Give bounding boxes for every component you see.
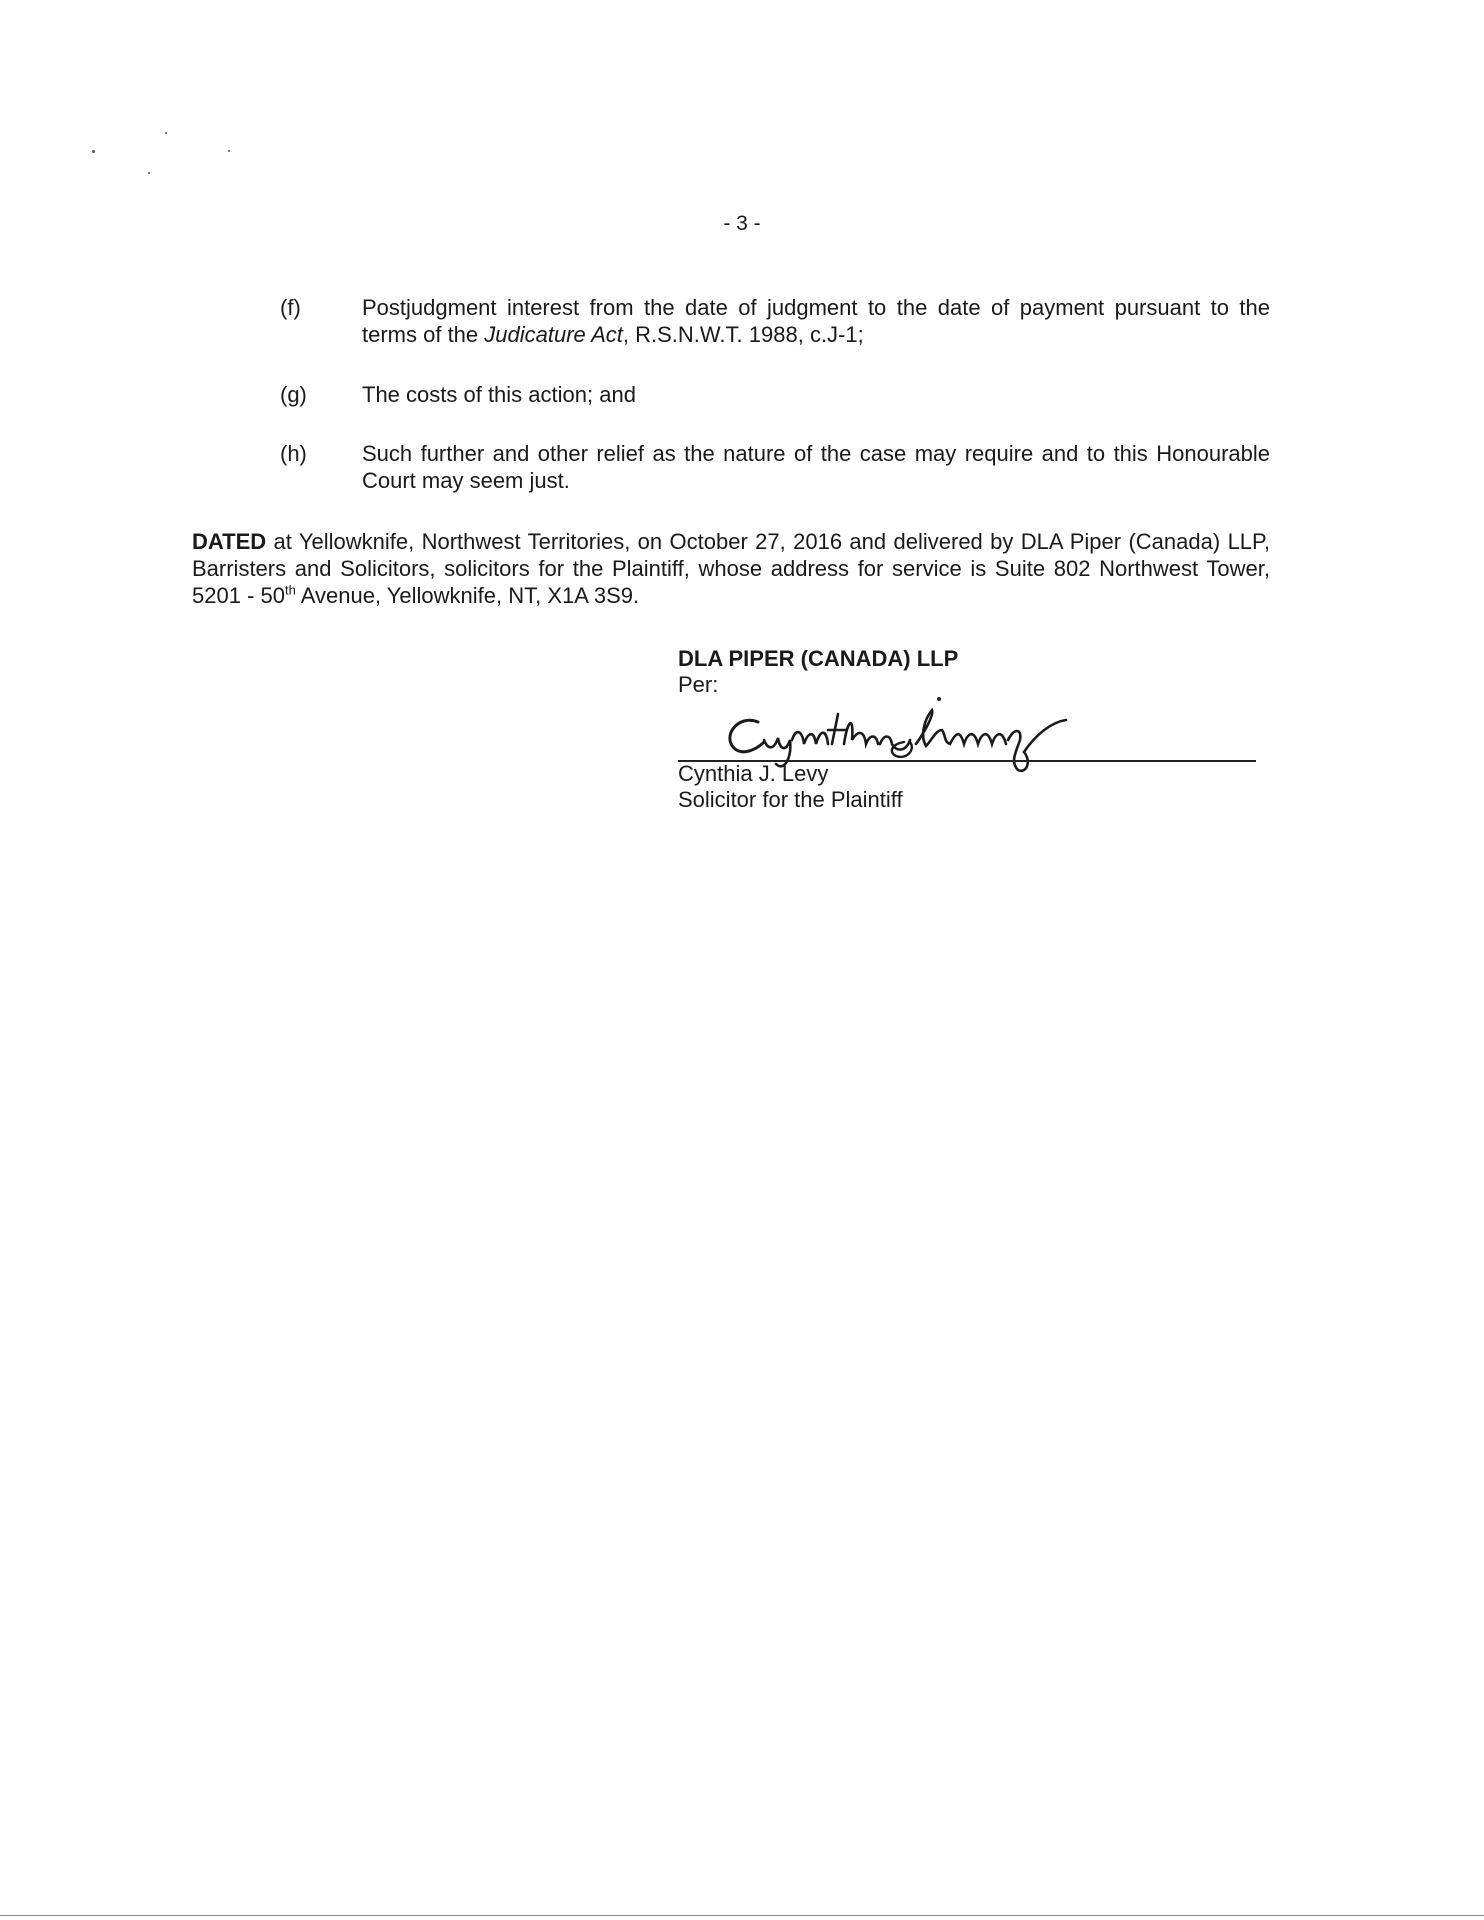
ordinal-suffix: th <box>284 582 296 598</box>
signer-role: Solicitor for the Plaintiff <box>678 787 903 812</box>
item-letter: (h) <box>280 441 307 466</box>
page-number: - 3 - <box>723 212 761 235</box>
item-text: The costs of this action; and <box>362 382 636 407</box>
scan-speck <box>228 150 230 152</box>
dated-paragraph: DATED at Yellowknife, Northwest Territories, on October 27, 2016 and delivered by DLA Piper (Canada) LLP, Barristers and Solicitors, solicitors for the Plaintiff, whose address for service is Suite 802 Northwest Tower, 5201 - 50th Avenue, Yellowknife, NT, X1A 3S9. <box>192 529 1270 608</box>
item-letter: (g) <box>280 382 307 407</box>
scan-speck <box>165 132 167 134</box>
list-item-g <box>280 381 1270 408</box>
dated-label: DATED <box>192 529 267 554</box>
list-item-h <box>280 440 1270 494</box>
scan-edge-line <box>0 1915 1484 1916</box>
per-label: Per: <box>678 672 719 697</box>
item-letter: (f) <box>280 295 301 320</box>
scan-speck <box>92 150 95 153</box>
firm-name: DLA PIPER (CANADA) LLP <box>678 646 959 671</box>
item-text: Such further and other relief as the nature of the case may require and to this Honourable Court may seem just. <box>362 441 1270 493</box>
statute-name: Judicature Act <box>484 322 623 347</box>
list-item-f <box>280 294 1270 348</box>
scan-speck <box>148 172 150 174</box>
signer-name: Cynthia J. Levy <box>678 761 829 786</box>
item-text: Postjudgment interest from the date of judgment to the date of payment pursuant to the terms of the Judicature Act, R.S.N.W.T. 1988, c.J-1; <box>362 295 1270 347</box>
